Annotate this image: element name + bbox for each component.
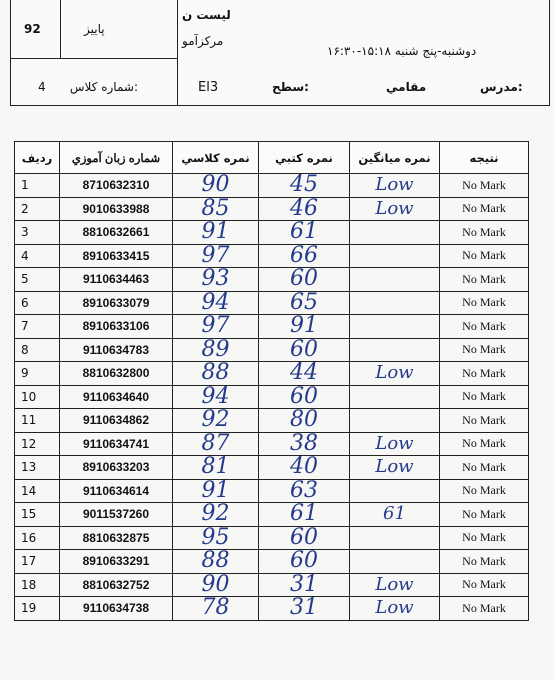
class-score: 90 <box>173 573 259 597</box>
student-number: 8810632800 <box>60 362 173 386</box>
average-score <box>350 550 440 574</box>
table-row <box>15 573 529 597</box>
table-row <box>15 479 529 503</box>
written-score: 60 <box>259 385 350 409</box>
average-score: Low <box>350 456 440 480</box>
table-row <box>15 221 529 245</box>
average-score: Low <box>350 432 440 456</box>
result: No Mark <box>440 503 529 527</box>
result: No Mark <box>440 385 529 409</box>
student-number: 8810632875 <box>60 526 173 550</box>
class-score: 81 <box>173 456 259 480</box>
class-score: 94 <box>173 291 259 315</box>
col-written-score: نمره كتبي <box>259 142 350 174</box>
student-number: 8910633415 <box>60 244 173 268</box>
row-number: 9 <box>15 362 60 386</box>
written-score: 31 <box>259 597 350 621</box>
student-number: 8910633291 <box>60 550 173 574</box>
class-score: 97 <box>173 315 259 339</box>
row-number: 12 <box>15 432 60 456</box>
average-score <box>350 315 440 339</box>
student-number: 9110634862 <box>60 409 173 433</box>
result: No Mark <box>440 409 529 433</box>
class-score: 90 <box>173 174 259 198</box>
average-score: Low <box>350 174 440 198</box>
student-number: 8910633106 <box>60 315 173 339</box>
result: No Mark <box>440 338 529 362</box>
result: No Mark <box>440 597 529 621</box>
col-average-score: نمره ميانگين <box>350 142 440 174</box>
class-score: 97 <box>173 244 259 268</box>
row-number: 3 <box>15 221 60 245</box>
class-score: 93 <box>173 268 259 292</box>
student-number: 8810632752 <box>60 573 173 597</box>
average-score <box>350 268 440 292</box>
table-row <box>15 244 529 268</box>
center-label: مرکزآمو <box>182 34 224 48</box>
table-row <box>15 174 529 198</box>
student-number: 9110634783 <box>60 338 173 362</box>
class-score: 91 <box>173 221 259 245</box>
result: No Mark <box>440 432 529 456</box>
average-score <box>350 291 440 315</box>
table-row <box>15 338 529 362</box>
row-number: 17 <box>15 550 60 574</box>
written-score: 61 <box>259 503 350 527</box>
table-row <box>15 315 529 339</box>
written-score: 60 <box>259 268 350 292</box>
row-number: 2 <box>15 197 60 221</box>
result: No Mark <box>440 526 529 550</box>
written-score: 61 <box>259 221 350 245</box>
teacher-label: مدرس: <box>480 80 523 94</box>
average-score: Low <box>350 197 440 221</box>
result: No Mark <box>440 573 529 597</box>
class-score: 92 <box>173 503 259 527</box>
class-score: 87 <box>173 432 259 456</box>
average-score <box>350 338 440 362</box>
student-number: 9110634614 <box>60 479 173 503</box>
student-number: 9110634463 <box>60 268 173 292</box>
row-number: 19 <box>15 597 60 621</box>
col-student-number: شماره زبان آموزي <box>60 142 173 174</box>
table-header-row <box>15 142 529 174</box>
col-row-number: رديف <box>15 142 60 174</box>
row-number: 8 <box>15 338 60 362</box>
written-score: 60 <box>259 550 350 574</box>
written-score: 80 <box>259 409 350 433</box>
scores-table <box>14 141 529 621</box>
divider <box>10 58 178 59</box>
written-score: 38 <box>259 432 350 456</box>
table-row <box>15 385 529 409</box>
result: No Mark <box>440 550 529 574</box>
student-number: 9110634741 <box>60 432 173 456</box>
result: No Mark <box>440 291 529 315</box>
row-number: 4 <box>15 244 60 268</box>
written-score: 65 <box>259 291 350 315</box>
average-score <box>350 221 440 245</box>
level-value: El3 <box>198 80 219 95</box>
result: No Mark <box>440 315 529 339</box>
result: No Mark <box>440 268 529 292</box>
level-label: سطح: <box>272 80 309 94</box>
average-score: Low <box>350 597 440 621</box>
class-score: 95 <box>173 526 259 550</box>
average-score <box>350 479 440 503</box>
student-number: 9010633988 <box>60 197 173 221</box>
row-number: 10 <box>15 385 60 409</box>
written-score: 60 <box>259 338 350 362</box>
average-score: Low <box>350 573 440 597</box>
student-number: 8810632661 <box>60 221 173 245</box>
row-number: 15 <box>15 503 60 527</box>
table-row <box>15 362 529 386</box>
row-number: 6 <box>15 291 60 315</box>
result: No Mark <box>440 479 529 503</box>
row-number: 14 <box>15 479 60 503</box>
result: No Mark <box>440 362 529 386</box>
written-score: 45 <box>259 174 350 198</box>
result: No Mark <box>440 456 529 480</box>
written-score: 40 <box>259 456 350 480</box>
list-title: لیست ن <box>182 8 231 22</box>
table-row <box>15 550 529 574</box>
table-row <box>15 597 529 621</box>
class-number: 4 <box>38 80 46 94</box>
student-number: 8910633079 <box>60 291 173 315</box>
table-row <box>15 432 529 456</box>
student-number: 8910633203 <box>60 456 173 480</box>
table-row <box>15 291 529 315</box>
class-score: 88 <box>173 362 259 386</box>
page-number: 92 <box>24 22 41 36</box>
col-result: نتيجه <box>440 142 529 174</box>
average-score: Low <box>350 362 440 386</box>
result: No Mark <box>440 221 529 245</box>
table-row <box>15 409 529 433</box>
written-score: 44 <box>259 362 350 386</box>
average-score <box>350 244 440 268</box>
written-score: 91 <box>259 315 350 339</box>
student-number: 9110634738 <box>60 597 173 621</box>
result: No Mark <box>440 244 529 268</box>
result: No Mark <box>440 197 529 221</box>
written-score: 46 <box>259 197 350 221</box>
written-score: 66 <box>259 244 350 268</box>
written-score: 63 <box>259 479 350 503</box>
location: مقامي <box>386 80 427 94</box>
table-row <box>15 456 529 480</box>
row-number: 1 <box>15 174 60 198</box>
table-row <box>15 268 529 292</box>
average-score: 61 <box>350 503 440 527</box>
row-number: 5 <box>15 268 60 292</box>
class-score: 94 <box>173 385 259 409</box>
row-number: 16 <box>15 526 60 550</box>
written-score: 60 <box>259 526 350 550</box>
season-label: پاییز <box>84 22 105 36</box>
student-number: 9110634640 <box>60 385 173 409</box>
table-row <box>15 197 529 221</box>
table-row <box>15 503 529 527</box>
student-number: 9011537260 <box>60 503 173 527</box>
divider <box>60 0 61 58</box>
class-score: 92 <box>173 409 259 433</box>
class-score: 91 <box>173 479 259 503</box>
class-score: 78 <box>173 597 259 621</box>
row-number: 13 <box>15 456 60 480</box>
class-score: 88 <box>173 550 259 574</box>
col-class-score: نمره كلاسي <box>173 142 259 174</box>
average-score <box>350 526 440 550</box>
class-score: 89 <box>173 338 259 362</box>
row-number: 18 <box>15 573 60 597</box>
table-row <box>15 526 529 550</box>
class-datetime: دوشنبه‌-پنج شنبه ۱۵:۱۸-۱۶:۳۰ <box>327 44 477 58</box>
class-number-label: شماره کلاس: <box>69 80 138 94</box>
result: No Mark <box>440 174 529 198</box>
class-score: 85 <box>173 197 259 221</box>
row-number: 11 <box>15 409 60 433</box>
average-score <box>350 409 440 433</box>
average-score <box>350 385 440 409</box>
student-number: 8710632310 <box>60 174 173 198</box>
row-number: 7 <box>15 315 60 339</box>
written-score: 31 <box>259 573 350 597</box>
